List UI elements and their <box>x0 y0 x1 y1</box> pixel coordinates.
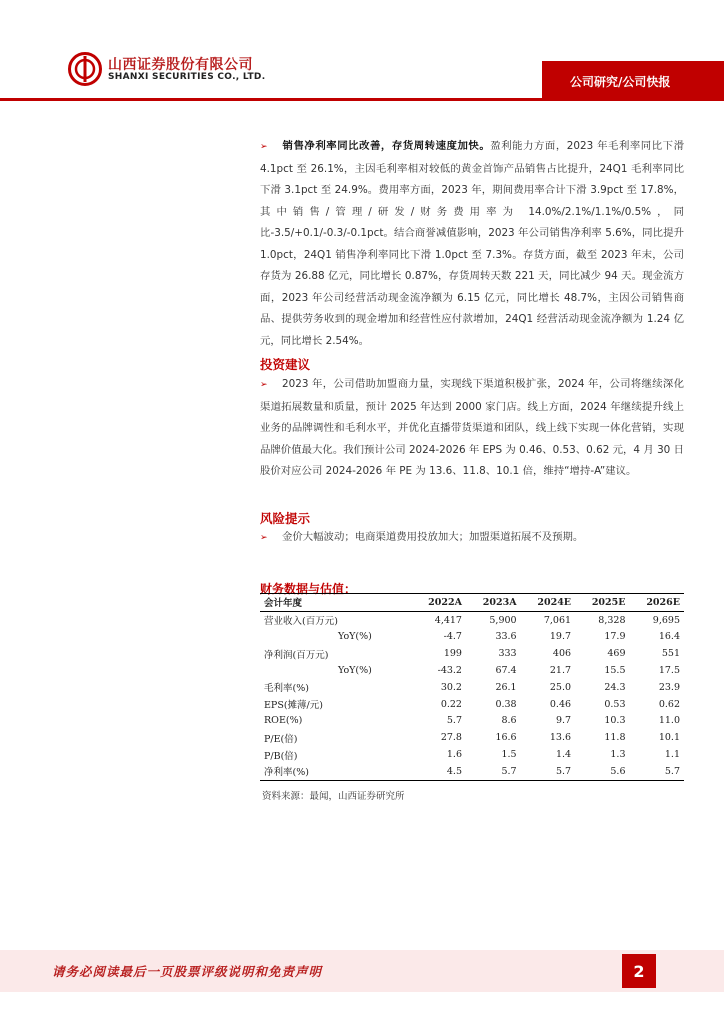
table-cell: 10.3 <box>604 715 626 727</box>
invest-title: 投资建议 <box>260 357 311 372</box>
page-number: 2 <box>622 954 656 988</box>
bullet-icon: ➢ <box>260 142 268 152</box>
report-type-tag: 公司研究/公司快报 <box>542 61 724 101</box>
table-cell: 1.3 <box>610 749 626 761</box>
table-cell: 7,061 <box>543 614 572 626</box>
header-cell: 2025E <box>575 594 629 612</box>
table-header-row <box>260 594 684 612</box>
company-logo-icon <box>68 52 102 86</box>
table-cell: 406 <box>552 648 572 660</box>
risk-text: 金价大幅波动；电商渠道费用投放加大；加盟渠道拓展不及预期。 <box>282 531 584 543</box>
table-cell: 8.6 <box>501 715 517 727</box>
row-label: 毛利率(%) <box>264 683 309 695</box>
header-cell: 2026E <box>630 594 685 612</box>
header-cell: 2023A <box>466 594 521 612</box>
table-row <box>260 629 684 646</box>
profit-text: 盈利能力方面，2023 年毛利率同比下滑 4.1pct 至 26.1%，主因毛利率相对较低的黄金首饰产品销售占比提升，24Q1 毛利率同比下滑 3.1pct 至 24.9%。费用率方面，2023 年，期间费用率合计下滑 3.9pct 至 17.8%，其中销售/管理/研发/财务费用率为 14.0%/2.1%/1.1%/0.5%，同比-3.5/+0.1/-0.3/-0.1pct。结合商誉减值影响，2023 年公司销售净利率 5.6%，同比提升 1.0pct，24Q1 销售净利率同比下滑 1.0pct 至 7.3%。存货方面，截至 2023 年末，公司存货为 26.88 亿元，同比增长 0.87%，存货周转天数 221 天，同比减少 94 天。现金流方面，2023 年公司经营活动现金流净额为 6.15 亿元，同比增长 48.7%，主因公司销售商品、提供劳务收到的现金增加和经营性应付款增加，24Q1 经营活动现金流净额为 1.24 亿元，同比增长 2.54%。 <box>260 140 684 347</box>
table-cell: 0.38 <box>495 698 517 710</box>
company-name-en: SHANXI SECURITIES CO., LTD. <box>108 72 266 82</box>
table-cell: -4.7 <box>443 631 462 643</box>
table-cell: 5.7 <box>446 715 462 727</box>
table-cell: 16.4 <box>658 631 680 643</box>
table-cell: 0.62 <box>658 698 680 710</box>
table-cell: 13.6 <box>549 732 572 744</box>
table-cell: 333 <box>498 648 517 660</box>
row-label: YoY(%) <box>338 665 372 677</box>
table-source: 资料来源：最闻，山西证券研究所 <box>262 791 405 802</box>
table-cell: 15.5 <box>604 665 626 677</box>
row-label: YoY(%) <box>338 631 372 643</box>
table-cell: 1.4 <box>555 749 572 761</box>
table-row <box>260 763 684 780</box>
table-cell: 24.3 <box>604 681 626 693</box>
table-cell: 67.4 <box>495 665 517 677</box>
table-cell: 4.5 <box>411 763 466 780</box>
header-cell: 2024E <box>521 594 575 612</box>
table-cell: 1.1 <box>664 749 680 761</box>
table-row <box>260 729 684 746</box>
table-row <box>260 696 684 713</box>
table-cell: 30.2 <box>440 681 462 693</box>
table-row <box>260 662 684 679</box>
table-cell: 27.8 <box>440 732 462 744</box>
table-cell: 0.53 <box>604 698 626 710</box>
table-cell: 0.22 <box>440 698 462 710</box>
table-cell: 0.46 <box>549 698 572 710</box>
table-cell: 17.5 <box>658 665 680 677</box>
header-divider <box>0 98 724 101</box>
table-title: 财务数据与估值： <box>260 582 357 596</box>
row-label: P/B(倍) <box>264 750 298 762</box>
header-cell: 2022A <box>411 594 466 612</box>
table-cell: 199 <box>443 648 462 660</box>
table-cell: 1.6 <box>446 749 462 761</box>
table-cell: 10.1 <box>658 732 680 744</box>
table-cell: 33.6 <box>495 631 517 643</box>
row-label: 净利润(百万元) <box>264 649 329 661</box>
table-row <box>260 746 684 763</box>
table-cell: 4,417 <box>434 614 462 626</box>
table-row <box>260 611 684 628</box>
bullet-icon: ➢ <box>260 533 268 543</box>
invest-paragraph <box>260 374 684 483</box>
table-cell: 23.9 <box>658 681 680 693</box>
row-label: P/E(倍) <box>264 733 298 745</box>
financial-table <box>260 593 684 781</box>
table-cell: 469 <box>607 648 626 660</box>
table-cell: 25.0 <box>549 681 572 693</box>
row-label: EPS(摊薄/元) <box>264 700 323 712</box>
table-cell: 5,900 <box>489 614 517 626</box>
table-cell: 17.9 <box>604 631 626 643</box>
footer-disclaimer: 请务必阅读最后一页股票评级说明和免责声明 <box>52 964 323 979</box>
table-cell: -43.2 <box>437 665 462 677</box>
table-cell: 5.6 <box>575 763 629 780</box>
profit-heading: 销售净利率同比改善，存货周转速度加快。 <box>282 140 491 152</box>
table-cell: 5.7 <box>466 763 521 780</box>
table-row <box>260 713 684 730</box>
table-cell: 16.6 <box>495 732 517 744</box>
table-cell: 21.7 <box>549 665 572 677</box>
risk-paragraph <box>260 527 684 550</box>
company-name-cn: 山西证券股份有限公司 <box>108 57 253 73</box>
table-cell: 9,695 <box>652 614 680 626</box>
bullet-icon: ➢ <box>260 380 268 390</box>
table-cell: 9.7 <box>555 715 572 727</box>
row-label: 净利率(%) <box>260 763 411 780</box>
profit-paragraph <box>260 136 684 352</box>
table-cell: 11.0 <box>658 715 680 727</box>
risk-title: 风险提示 <box>260 511 311 526</box>
table-cell: 11.8 <box>604 732 626 744</box>
table-cell: 19.7 <box>549 631 572 643</box>
table-cell: 5.7 <box>521 763 575 780</box>
table-row <box>260 645 684 662</box>
invest-text: 2023 年，公司借助加盟商力量，实现线下渠道积极扩张，2024 年，公司将继续深化渠道拓展数量和质量，预计 2025 年达到 2000 家门店。线上方面，2024 年继续提升线上业务的品牌调性和毛利水平，并优化直播带货渠道和团队，线上线下实现一体化营销，实现品牌价值最大化。我们预计公司 2024-2026 年 EPS 为 0.46、0.53、0.62 元，4 月 30 日股价对应公司 2024-2026 年 PE 为 13.6、11.8、10.1 倍，维持“增持-A”建议。 <box>260 378 684 477</box>
header-cell: 会计年度 <box>260 594 411 612</box>
table-cell: 5.7 <box>630 763 685 780</box>
table-row <box>260 679 684 696</box>
table-cell: 551 <box>661 648 680 660</box>
table-cell: 1.5 <box>501 749 517 761</box>
row-label: ROE(%) <box>264 715 303 727</box>
table-cell: 8,328 <box>598 614 626 626</box>
row-label: 营业收入(百万元) <box>264 616 338 628</box>
table-cell: 26.1 <box>495 681 517 693</box>
